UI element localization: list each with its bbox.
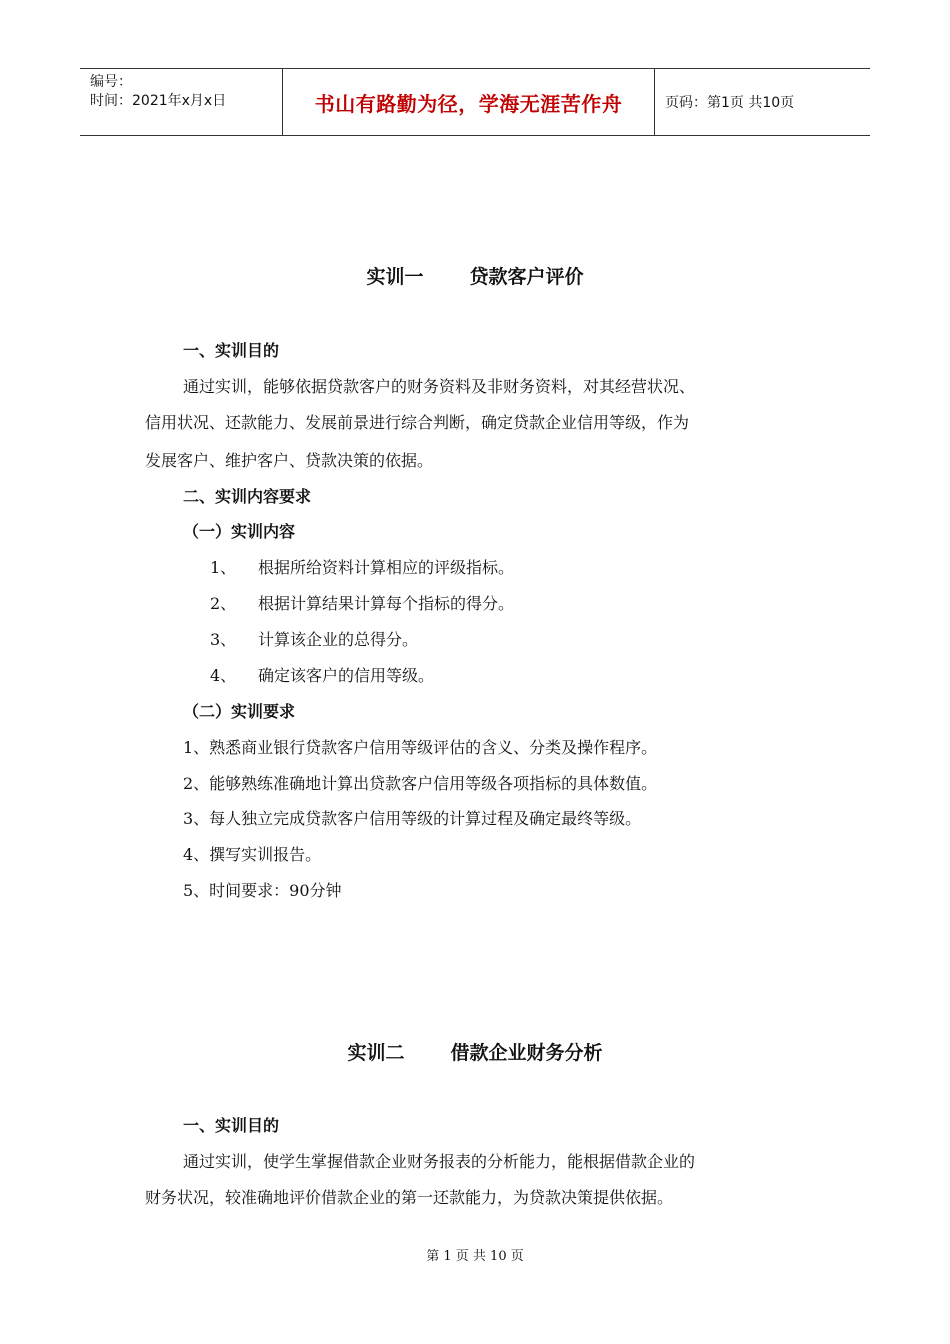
content-item-2-num: 2、 bbox=[210, 594, 237, 613]
section1-title-part1: 实训一 bbox=[366, 266, 424, 288]
section1-title bbox=[0, 262, 950, 289]
section2-purpose-heading: 一、实训目的 bbox=[183, 1116, 280, 1135]
requirement-1: 1、熟悉商业银行贷款客户信用等级评估的含义、分类及操作程序。 bbox=[183, 738, 658, 757]
page-footer: 第 1 页 共 10 页 bbox=[426, 1249, 524, 1264]
content-item-1-num: 1、 bbox=[210, 558, 237, 577]
content-item-3-num: 3、 bbox=[210, 630, 237, 649]
section1-title-part2: 贷款客户评价 bbox=[469, 266, 584, 288]
header-motto-cell bbox=[282, 69, 655, 135]
content-item-4 bbox=[210, 666, 434, 686]
section2-title-part2: 借款企业财务分析 bbox=[450, 1042, 603, 1064]
content-item-3-text: 计算该企业的总得分。 bbox=[258, 630, 419, 649]
header-page-info: 页码：第1页 共10页 bbox=[665, 95, 795, 111]
section2-title-part1: 实训二 bbox=[347, 1042, 405, 1064]
content-item-4-text: 确定该客户的信用等级。 bbox=[258, 666, 435, 685]
page-header bbox=[80, 68, 870, 136]
content-item-1 bbox=[210, 558, 514, 578]
section2-purpose-line-1: 通过实训，使学生掌握借款企业财务报表的分析能力，能根据借款企业的 bbox=[183, 1152, 696, 1171]
content-item-1-text: 根据所给资料计算相应的评级指标。 bbox=[258, 558, 515, 577]
header-motto: 书山有路勤为径，学海无涯苦作舟 bbox=[314, 91, 623, 116]
requirement-5: 5、时间要求：90分钟 bbox=[183, 881, 342, 900]
requirement-4: 4、撰写实训报告。 bbox=[183, 845, 322, 864]
content-item-3 bbox=[210, 630, 418, 650]
section1-purpose-line-2: 信用状况、还款能力、发展前景进行综合判断，确定贷款企业信用等级，作为 bbox=[145, 413, 690, 432]
section1-purpose-line-3: 发展客户、维护客户、贷款决策的依据。 bbox=[145, 451, 434, 470]
header-number-label: 编号： bbox=[90, 74, 132, 90]
requirement-2: 2、能够熟练准确地计算出贷款客户信用等级各项指标的具体数值。 bbox=[183, 774, 658, 793]
header-time-label: 时间：2021年x月x日 bbox=[90, 93, 227, 109]
content-item-2 bbox=[210, 594, 514, 614]
section2-title bbox=[0, 1038, 950, 1065]
section1-purpose-line-1: 通过实训，能够依据贷款客户的财务资料及非财务资料，对其经营状况、 bbox=[183, 377, 696, 396]
header-meta bbox=[80, 69, 282, 135]
section2-purpose-line-2: 财务状况，较准确地评价借款企业的第一还款能力，为贷款决策提供依据。 bbox=[145, 1188, 674, 1207]
section1-purpose-heading: 一、实训目的 bbox=[183, 341, 280, 360]
section1-sub1-heading: （一）实训内容 bbox=[183, 522, 296, 541]
section1-content-heading: 二、实训内容要求 bbox=[183, 487, 312, 506]
section1-sub2-heading: （二）实训要求 bbox=[183, 702, 296, 721]
content-item-4-num: 4、 bbox=[210, 666, 237, 685]
requirement-3: 3、每人独立完成贷款客户信用等级的计算过程及确定最终等级。 bbox=[183, 809, 642, 828]
content-item-2-text: 根据计算结果计算每个指标的得分。 bbox=[258, 594, 515, 613]
